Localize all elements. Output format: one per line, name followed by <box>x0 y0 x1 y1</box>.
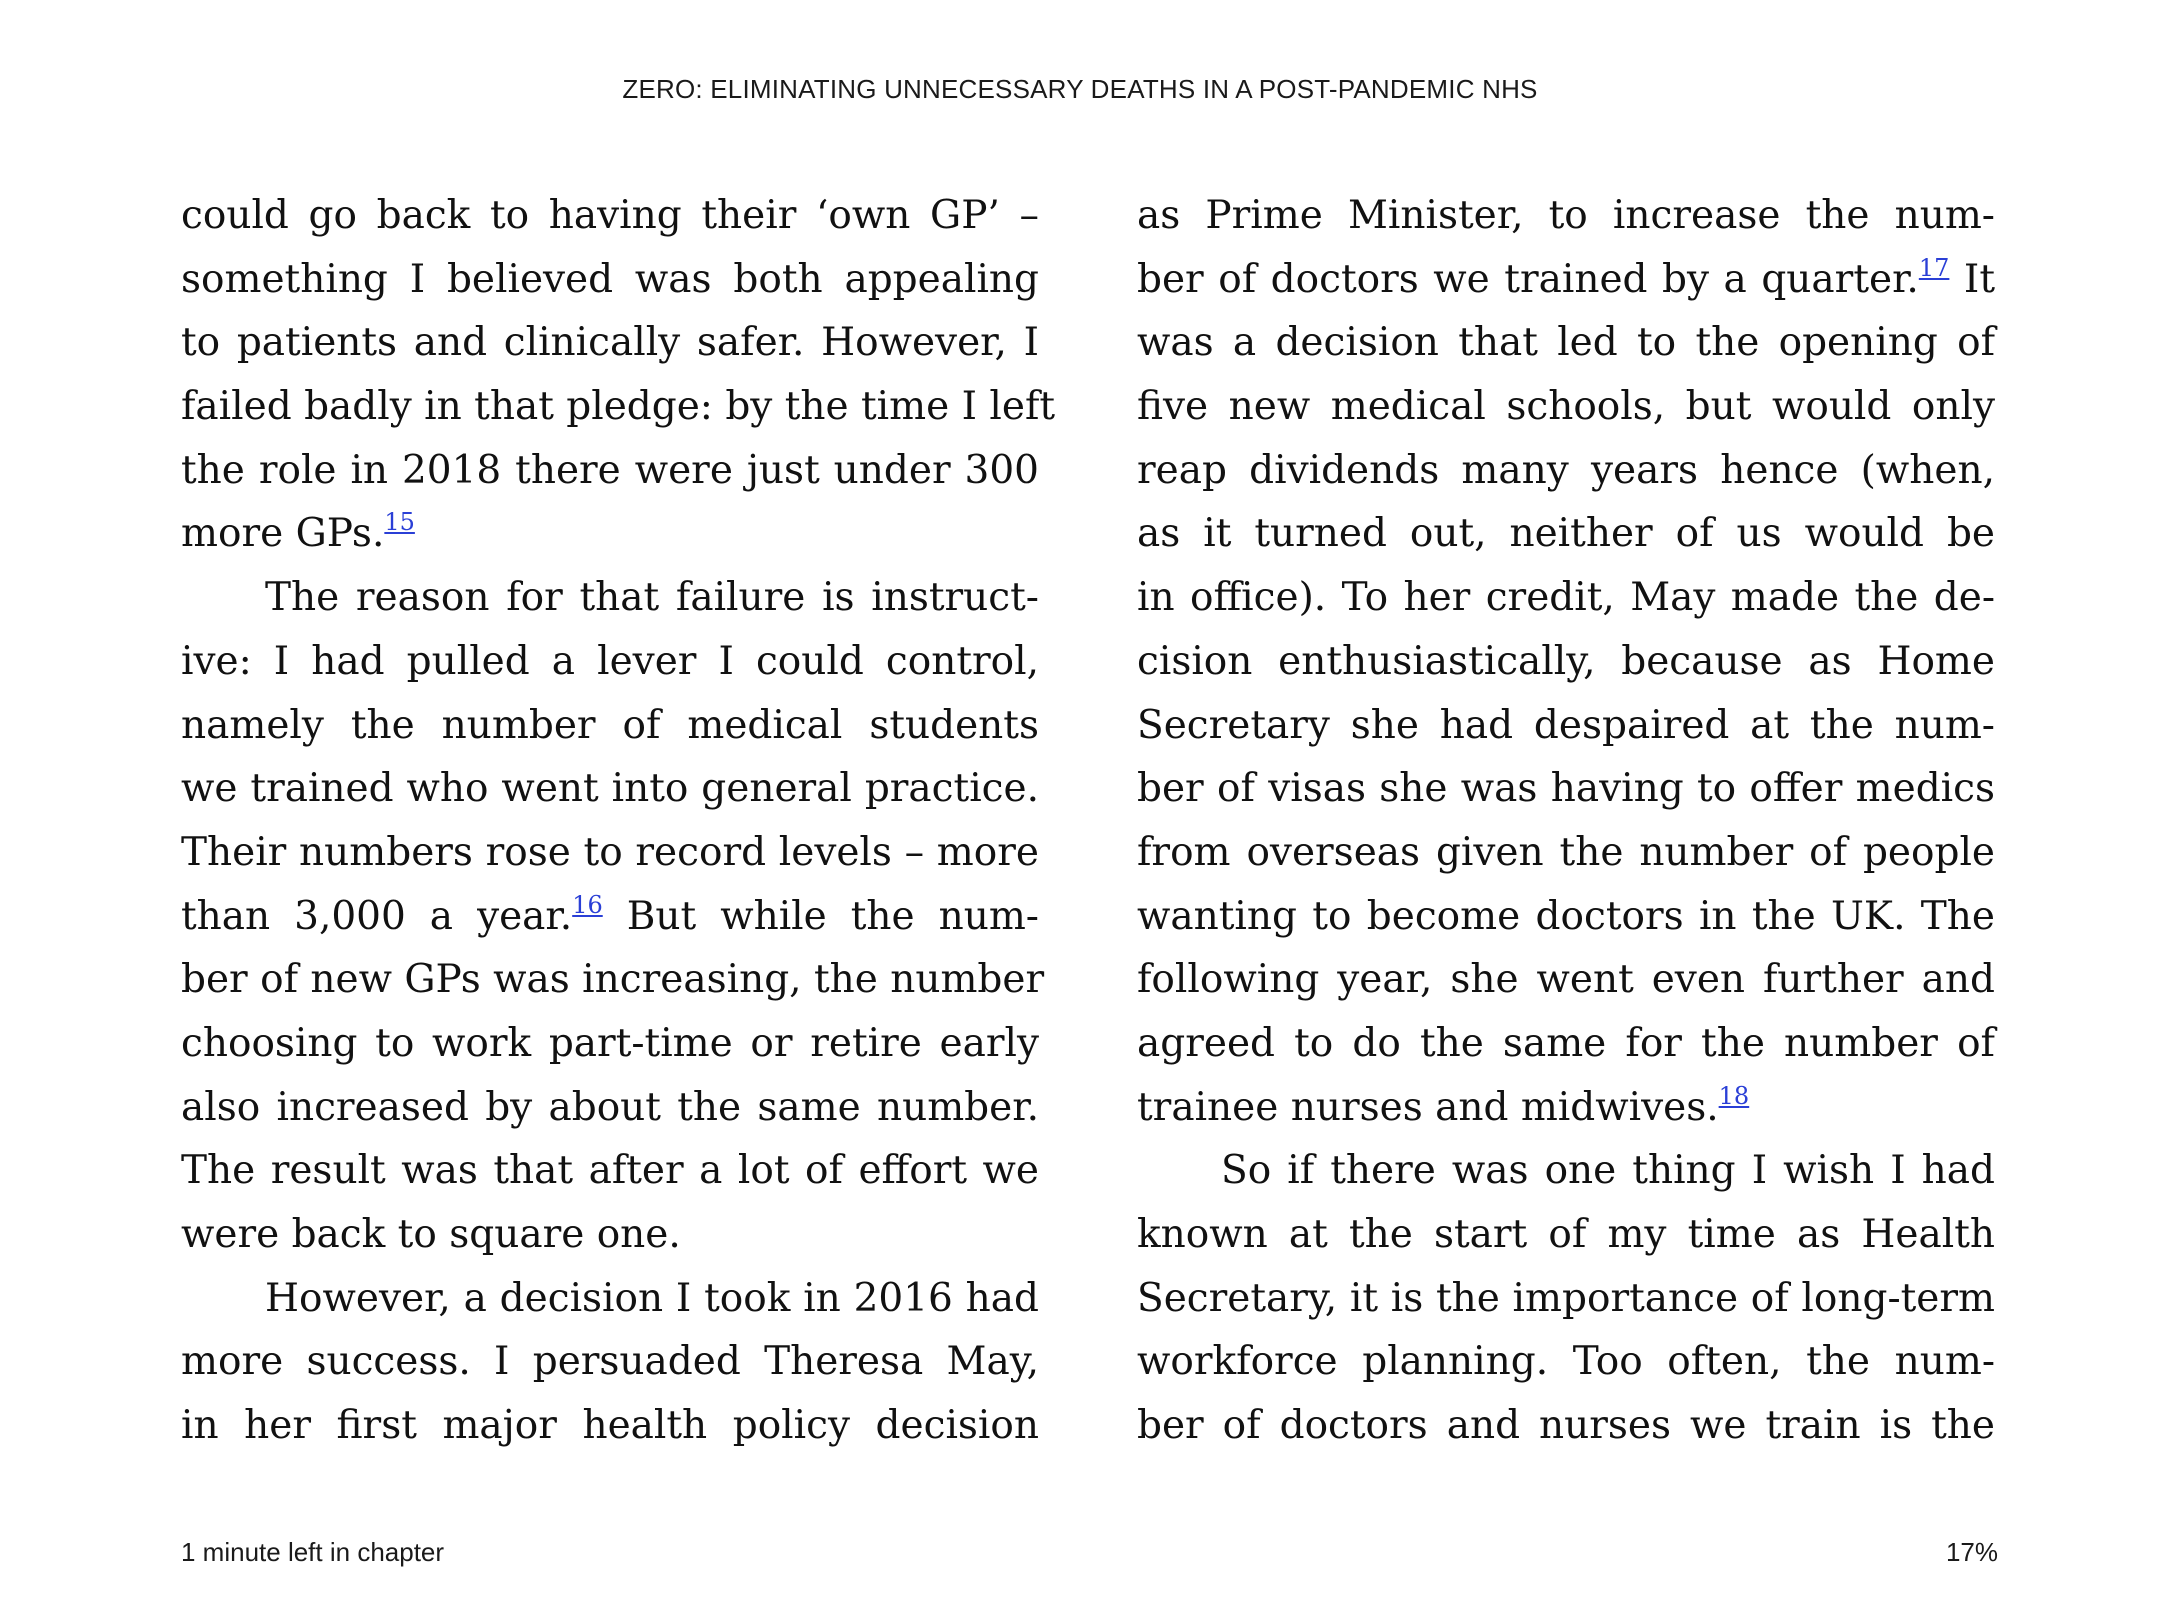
text-fragment: more GPs. <box>181 511 385 557</box>
text-line: the role in 2018 there were just under 300 <box>181 447 1039 493</box>
text-line: So if there was one thing I wish I had <box>1221 1148 1995 1194</box>
chapter-time-remaining: 1 minute left in chapter <box>181 1537 445 1567</box>
text-line: more success. I persuaded Theresa May, <box>181 1339 1039 1385</box>
text-line: from overseas given the number of people <box>1137 829 1995 875</box>
text-line: to patients and clinically safer. However, I <box>181 320 1039 366</box>
left-text-column <box>181 184 1056 1458</box>
text-line: in her first major health policy decision <box>181 1403 1039 1449</box>
footnote-link-15[interactable]: 15 <box>384 508 415 537</box>
text-line: ber of visas she was having to offer medics <box>1137 766 1995 812</box>
text-line: ive: I had pulled a lever I could control, <box>181 638 1039 684</box>
text-line: However, a decision I took in 2016 had <box>265 1275 1039 1321</box>
text-line: agreed to do the same for the number of <box>1137 1020 1995 1066</box>
text-line: The result was that after a lot of effort we <box>181 1148 1039 1194</box>
text-line: choosing to work part-time or retire early <box>181 1020 1039 1066</box>
reading-progress-percent: 17% <box>1945 1537 1998 1567</box>
text-fragment: But while the num- <box>602 893 1039 939</box>
text-line <box>1137 248 1995 312</box>
text-fragment: than 3,000 a year. <box>181 893 573 939</box>
text-line: Their numbers rose to record levels – more <box>181 829 1039 875</box>
text-line: failed badly in that pledge: by the time I left <box>181 384 1056 430</box>
text-line: following year, she went even further and <box>1137 957 1995 1003</box>
running-header: ZERO: ELIMINATING UNNECESSARY DEATHS IN A POST-PANDEMIC NHS <box>622 74 1538 104</box>
footnote-link-17[interactable]: 17 <box>1918 253 1950 282</box>
text-line: namely the number of medical students <box>181 702 1039 748</box>
text-line: in office). To her credit, May made the de- <box>1137 575 1995 621</box>
text-line: something I believed was both appealing <box>181 256 1039 302</box>
text-line <box>181 885 1039 949</box>
text-line: reap dividends many years hence (when, <box>1137 447 1995 493</box>
text-line: we trained who went into general practice. <box>181 766 1039 812</box>
text-line: The reason for that failure is instruct- <box>265 575 1039 621</box>
text-line: known at the start of my time as Health <box>1137 1212 1995 1257</box>
text-line: Secretary, it is the importance of long-term <box>1137 1275 1995 1321</box>
text-line: ber of new GPs was increasing, the number <box>181 957 1045 1003</box>
text-line: also increased by about the same number. <box>181 1084 1039 1130</box>
text-line: as Prime Minister, to increase the num- <box>1137 193 1995 238</box>
right-text-column <box>1137 184 1995 1458</box>
text-line: cision enthusiastically, because as Home <box>1137 638 1995 684</box>
text-line: were back to square one. <box>181 1212 681 1257</box>
text-line: ber of doctors and nurses we train is the <box>1137 1403 1995 1449</box>
text-line: Secretary she had despaired at the num- <box>1137 702 1995 748</box>
text-fragment: It <box>1949 256 1995 302</box>
text-line <box>181 502 1039 566</box>
text-fragment: trainee nurses and midwives. <box>1137 1084 1719 1130</box>
text-line: as it turned out, neither of us would be <box>1137 511 1995 557</box>
text-line: was a decision that led to the opening of <box>1137 320 1995 366</box>
footnote-link-18[interactable]: 18 <box>1718 1081 1750 1110</box>
footnote-link-16[interactable]: 16 <box>572 890 603 919</box>
text-line <box>1137 1076 1995 1140</box>
text-line: five new medical schools, but would only <box>1137 384 1995 430</box>
text-line: workforce planning. Too often, the num- <box>1137 1339 1995 1385</box>
text-fragment: ber of doctors we trained by a quarter. <box>1137 256 1919 302</box>
text-line: wanting to become doctors in the UK. The <box>1137 893 1995 939</box>
text-line: could go back to having their ‘own GP’ – <box>181 193 1039 238</box>
